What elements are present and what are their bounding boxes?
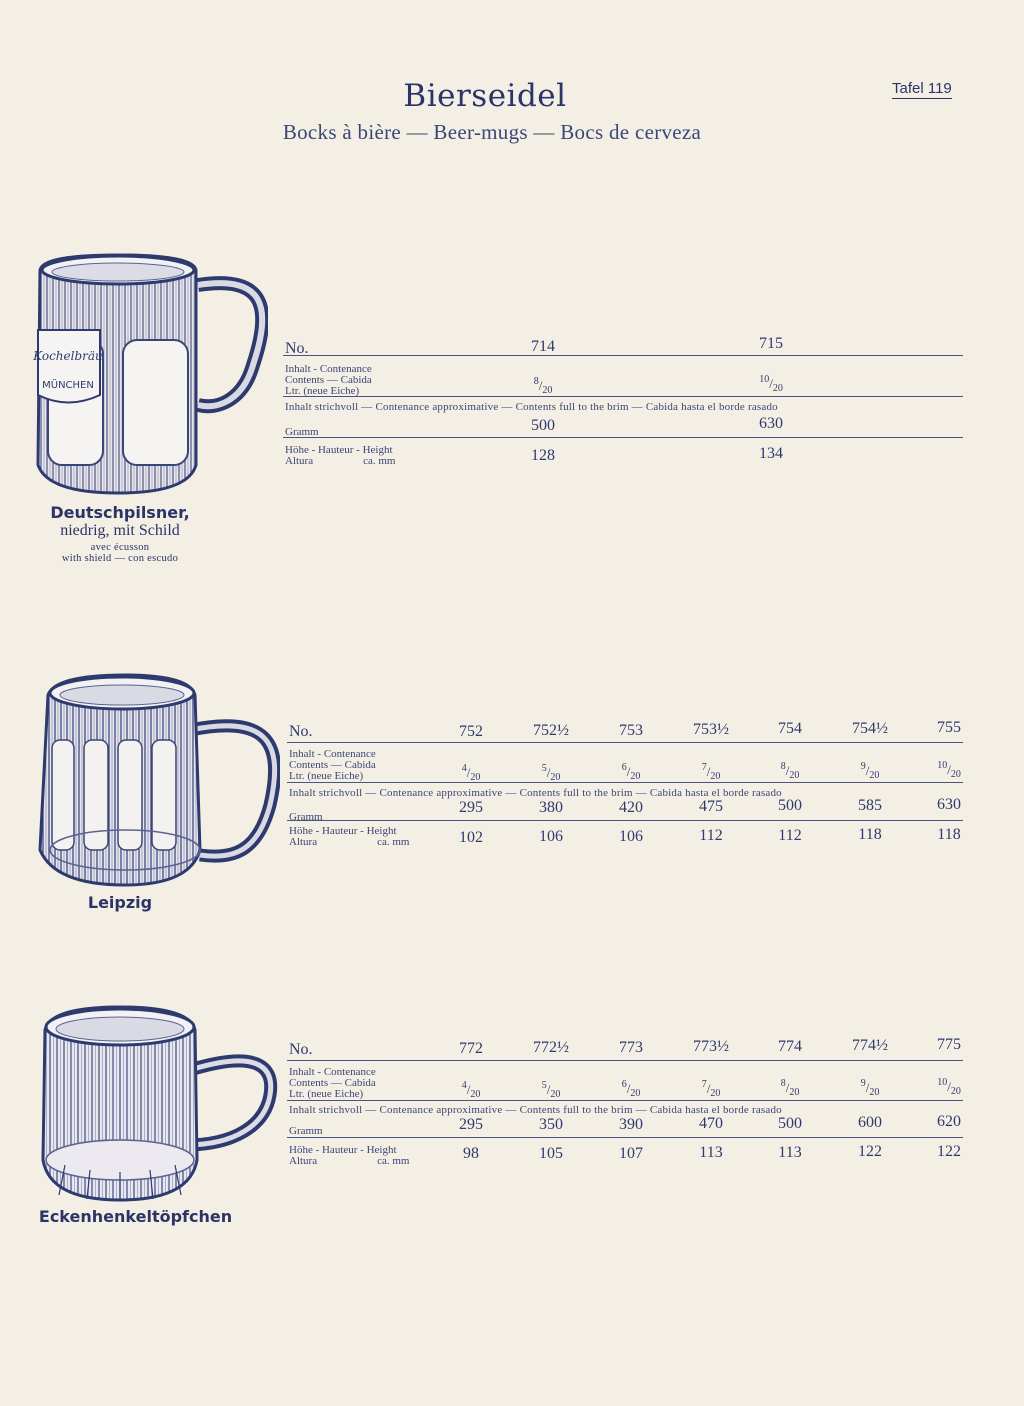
gramm-value: 390 [619,1116,643,1133]
height-value: 113 [778,1144,802,1161]
item-number: 774 [778,1038,802,1055]
product-en-es: with shield — con escudo [61,553,179,564]
item-number: 773½ [693,1038,729,1055]
gramm-value: 420 [619,799,643,816]
plate-number: Tafel 119 [892,80,952,97]
height-value: 102 [459,829,483,846]
page-subtitle: Bocks à bière — Beer-mugs — Bocs de cerveza [282,120,702,144]
height-value: 118 [937,826,961,843]
height-value: 112 [778,827,802,844]
product-name: Leipzig [87,893,153,912]
brim-note: Inhalt strichvoll — Contenance approximative — Contents full to the brim — Cabida hasta el borde rasado [285,401,778,413]
height-value: 122 [858,1143,882,1160]
shield-text-brand: Kochelbräu [33,349,103,363]
item-number: 754½ [852,720,888,737]
gramm-value: 500 [531,417,555,434]
gramm-value: 295 [459,1116,483,1133]
row-label-contents: Contents — Cabida [289,759,376,771]
contents-value: $^4/_{20}$ [461,1080,481,1100]
row-label-height: Altura ca. mm [289,836,410,848]
item-number: 714 [531,338,555,355]
height-value: 122 [937,1143,961,1160]
height-value: 107 [619,1145,643,1162]
item-number: 753 [619,722,643,739]
gramm-value: 630 [759,415,783,432]
row-label-height: Altura ca. mm [285,455,396,467]
row-label-height: Altura ca. mm [289,1155,410,1167]
contents-value: $^{10}/_{20}$ [937,1077,961,1097]
height-value: 118 [858,826,882,843]
gramm-value: 500 [778,1115,802,1132]
item-number: 752½ [533,722,569,739]
gramm-value: 350 [539,1116,563,1133]
item-number: 774½ [852,1037,888,1054]
row-label-contents: Ltr. (neue Eiche) [289,1088,364,1100]
height-value: 112 [699,827,723,844]
divider [287,820,963,821]
leipzig-caption [60,893,180,912]
product-name: Deutschpilsner, [50,503,190,522]
product-fr: avec écusson [90,542,150,553]
eckenhenkeltoepfchen-caption [28,1207,243,1226]
height-value: 106 [539,828,563,845]
contents-value: $^8/_{20}$ [780,1078,800,1098]
gramm-value: 380 [539,799,563,816]
row-label-gramm: Gramm [285,426,319,438]
divider [283,437,963,438]
gramm-value: 630 [937,796,961,813]
gramm-value: 500 [778,797,802,814]
row-label-contents: Ltr. (neue Eiche) [285,385,360,397]
gramm-value: 600 [858,1114,882,1131]
eckenhenkeltoepfchen-table [287,1033,963,1173]
height-value: 98 [463,1145,479,1162]
contents-value: $^4/_{20}$ [461,763,481,783]
brim-note: Inhalt strichvoll — Contenance approximative — Contents full to the brim — Cabida hasta el borde rasado [289,1104,782,1116]
leipzig-mug-illustration [30,665,280,895]
row-label-gramm: Gramm [289,811,323,823]
height-value: 134 [759,445,783,462]
product-subname: niedrig, mit Schild [60,522,180,539]
divider [287,1060,963,1061]
divider [287,782,963,783]
contents-value: $^9/_{20}$ [860,1078,880,1098]
contents-value: $^{10}/_{20}$ [937,760,961,780]
row-label-contents: Inhalt - Contenance [285,363,372,375]
divider [287,1137,963,1138]
item-number: 775 [937,1036,961,1053]
gramm-value: 295 [459,799,483,816]
row-label-no: No. [289,723,313,740]
product-name: Eckenhenkeltöpfchen [38,1207,233,1226]
divider [283,396,963,397]
row-label-no: No. [285,340,309,357]
contents-value: $^8/_{20}$ [533,376,553,396]
leipzig-table [287,715,963,855]
deutschpilsner-caption [30,503,210,564]
height-value: 106 [619,828,643,845]
brim-note: Inhalt strichvoll — Contenance approximative — Contents full to the brim — Cabida hasta el borde rasado [289,787,782,799]
row-label-contents: Ltr. (neue Eiche) [289,770,364,782]
gramm-value: 470 [699,1115,723,1132]
height-value: 128 [531,447,555,464]
contents-value: $^8/_{20}$ [780,761,800,781]
item-number: 715 [759,335,783,352]
deutschpilsner-mug-illustration [28,245,268,500]
gramm-value: 620 [937,1113,961,1130]
row-label-no: No. [289,1041,313,1058]
row-label-contents: Contents — Cabida [285,374,372,386]
row-label-contents: Inhalt - Contenance [289,748,376,760]
contents-value: $^7/_{20}$ [701,1079,721,1099]
divider [283,355,963,356]
height-value: 105 [539,1145,563,1162]
gramm-value: 585 [858,797,882,814]
row-label-contents: Inhalt - Contenance [289,1066,376,1078]
row-label-height: Höhe - Hauteur - Height [289,1144,397,1156]
item-number: 772½ [533,1039,569,1056]
divider [287,1100,963,1101]
contents-value: $^7/_{20}$ [701,762,721,782]
row-label-contents: Contents — Cabida [289,1077,376,1089]
contents-value: $^6/_{20}$ [621,762,641,782]
item-number: 753½ [693,721,729,738]
item-number: 755 [937,719,961,736]
gramm-value: 475 [699,798,723,815]
row-label-gramm: Gramm [289,1125,323,1137]
page-title: Bierseidel [403,78,567,114]
item-number: 754 [778,720,802,737]
contents-value: $^5/_{20}$ [541,1080,561,1100]
divider [287,742,963,743]
item-number: 772 [459,1040,483,1057]
item-number: 752 [459,723,483,740]
row-label-height: Höhe - Hauteur - Height [285,444,393,456]
contents-value: $^9/_{20}$ [860,761,880,781]
contents-value: $^5/_{20}$ [541,763,561,783]
contents-value: $^{10}/_{20}$ [759,374,783,394]
item-number: 773 [619,1039,643,1056]
row-label-height: Höhe - Hauteur - Height [289,825,397,837]
deutschpilsner-table [283,330,963,470]
shield-text-city: MÜNCHEN [42,380,94,391]
contents-value: $^6/_{20}$ [621,1079,641,1099]
eckenhenkeltoepfchen-mug-illustration [35,995,280,1205]
height-value: 113 [699,1144,723,1161]
